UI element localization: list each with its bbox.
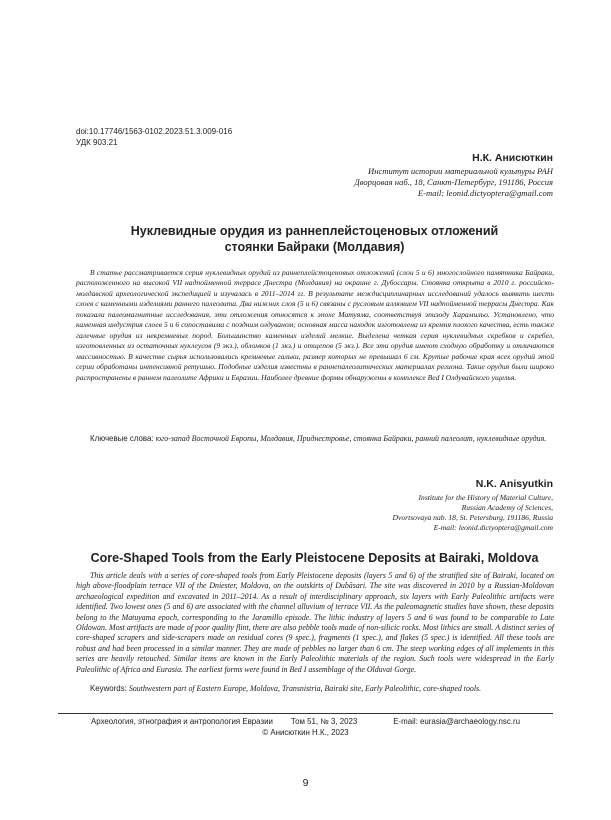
keywords-label: Ключевые слова: [90, 434, 154, 443]
title-line: Нуклевидные орудия из раннеплейстоценовых отложений [130, 224, 499, 238]
affiliation-en [392, 493, 553, 533]
keywords-text: юго-запад Восточной Европы, Молдавия, Приднестровье, стоянка Байраки, ранний палеолит, нуклевидные орудия. [155, 434, 547, 443]
affiliation-line: E-mail: leonid.dictyoptera@gmail.com [417, 188, 553, 198]
abstract-ru: В статье рассматривается серия нуклевидных орудий из раннеплейстоценовых отложений (слои 5 и 6) многослойного памятника Байраки, расположенного на высокой VII надпойменной террасе Днестра (Молдавия) на окраине г. Дубоссары. Стоянка открыта в 2010 г. российско-молдавской археологической экспедицией и изучалась в 2011–2014 гг. В результате междисциплинарных исследований удалось выявить шесть слоев с каменными изделиями раннего палеолита. Два нижних слоя (5 и 6) связаны с русловым аллювием VII надпойменной террасы Днестра. Как показали палеомагнитные исследования, эти отложения относятся к эпохе Матуяма, соответствуя эпизоду Харамильо. Установлено, что каменная индустрия слоев 5 и 6 сопоставима с поздним олдуваном; основная масса находок изготовлена из кремня плохого качества, есть также галечные орудия из некремневых пород. Большинство каменных изделий мелкие. Выделена четкая серия нуклевидных скребков и скребел, изготовленных из остаточных нуклеусов (9 экз.), обломков (1 экз.) и отщепов (5 экз.). Все эти орудия имеют сходную обработку и отличаются массивностью. В качестве сырья использовались кремневые гальки, размер которых не превышал 6 см. Крутые рабочие края всех орудий этой серии обработаны интенсивной ретушью. Подобные изделия известны в раннепалеолитических материалах региона. Такие орудия были широко распространены в раннем палеолите Африки и Евразии. Наиболее древние формы обнаружены в комплексе Bed I Олдувайского ущелья. [76, 268, 554, 382]
doi-line: doi:10.17746/1563-0102.2023.51.3.009-016 [76, 127, 233, 136]
affiliation-line: Дворцовая наб., 18, Санкт-Петербург, 191186, Россия [354, 177, 553, 187]
affiliation-ru [354, 166, 553, 199]
udk-line: УДК 903.21 [76, 138, 118, 147]
copyright-line: © Анисюткин Н.К., 2023 [262, 727, 349, 737]
article-meta [76, 126, 232, 148]
footer-divider [58, 713, 553, 714]
article-title-ru [76, 223, 553, 255]
article-title-en: Core-Shaped Tools from the Early Pleistocene Deposits at Bairaki, Moldova [90, 551, 539, 565]
affiliation-line: Institute for the History of Material Culture, [418, 493, 553, 502]
keywords-ru [76, 434, 554, 445]
journal-name: Археология, этнография и антропология Евразии [91, 717, 273, 726]
page-number: 9 [302, 777, 309, 789]
title-line: стоянки Байраки (Молдавия) [224, 240, 405, 254]
keywords-label: Keywords: [90, 684, 127, 693]
footer-line [58, 717, 553, 728]
affiliation-line: Институт истории материальной культуры РАН [367, 166, 553, 176]
journal-volume: Том 51, № 3, 2023 [290, 717, 358, 726]
abstract-en: This article deals with a series of core-shaped tools from Early Pleistocene deposits (layers 5 and 6) of the stratified site of Bairaki, located on high above-floodplain terrace VII of the Dniester, Moldova, on the outskirts of Dubăsari. The site was discovered in 2010 by a Russian-Moldovan archaeological expedition and excavated in 2011–2014. As a result of interdisciplinary approach, six layers with Early Paleolithic artifacts were identified. Two lowest ones (5 and 6) are associated with the channel alluvium of terrace VII. As the paleomagnetic studies have shown, these deposits belong to the Matuyama epoch, corresponding to the Jaramillo episode. The lithic industry of layers 5 and 6 was found to be comparable to Late Oldowan. Most artifacts are made of poor quality flint, there are also pebble tools made of non-silicic rocks. Most lithics are small. A distinct series of core-shaped scrapers and side-scrapers made on residual cores (9 spec.), fragments (1 spec.), and flakes (5 spec.) is identified. All these tools are robust and had been processed in a similar manner. They are made of pebbles no larger than 6 cm. The steep working edges of all implements in this series are heavily retouched. Similar items are known in the Early Paleolithic materials of the region. Such tools were widespread in the Early Paleolithic of Africa and Eurasia. The earliest forms were found in Bed I assemblage of the Olduvai Gorge. [76, 571, 554, 674]
journal-footer [58, 717, 553, 738]
affiliation-line: E-mail: leonid.dictyoptera@gmail.com [433, 523, 553, 532]
journal-email: E-mail: eurasia@archaeology.nsc.ru [393, 717, 520, 726]
keywords-text: Southwestern part of Eastern Europe, Moldova, Transnistria, Bairaki site, Early Paleolithic, core-shaped tools. [128, 684, 482, 693]
keywords-en [76, 684, 554, 695]
author-name-en: N.K. Anisyutkin [475, 478, 553, 490]
affiliation-line: Russian Academy of Sciences, [461, 503, 553, 512]
affiliation-line: Dvortsovaya nab. 18, St. Petersburg, 191186, Russia [392, 513, 553, 522]
author-name-ru: Н.К. Анисюткин [472, 152, 553, 164]
